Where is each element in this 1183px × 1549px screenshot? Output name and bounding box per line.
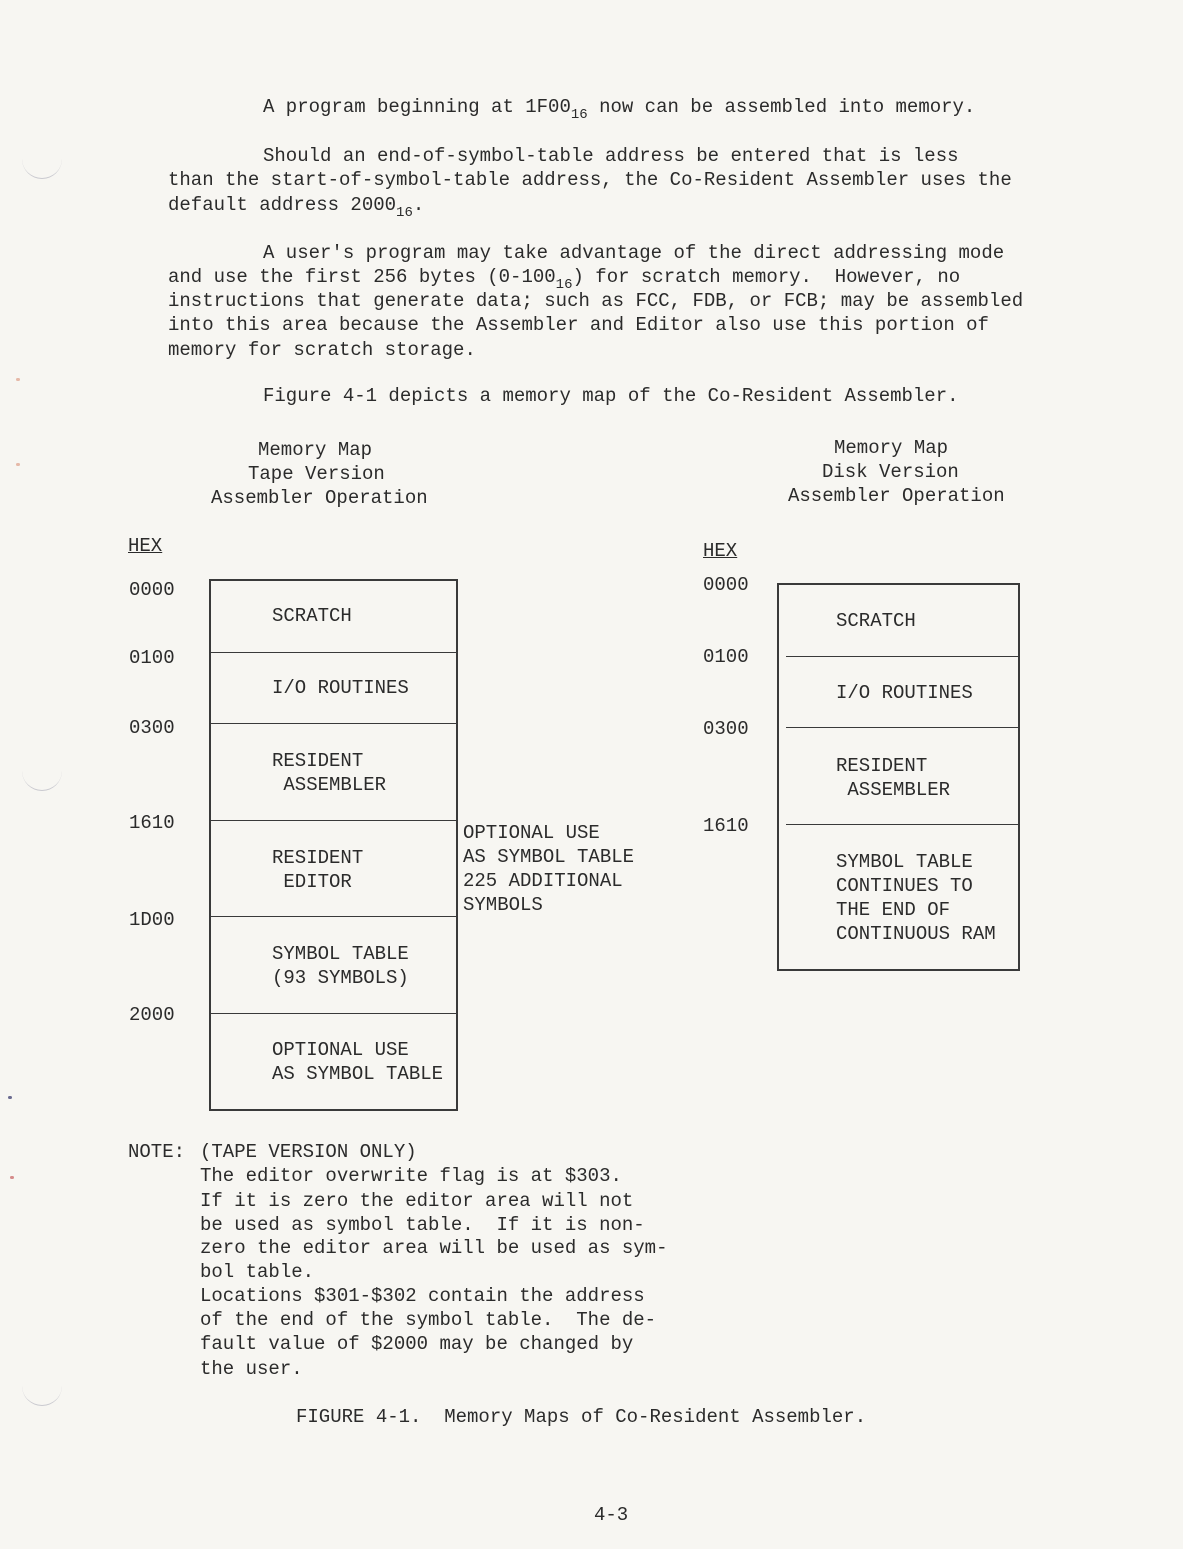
paragraph-3-line: instructions that generate data; such as FCC, FDB, or FCB; may be assembled xyxy=(168,290,1024,312)
note-line: the user. xyxy=(200,1358,303,1380)
tape-hex-label: HEX xyxy=(128,535,163,557)
disk-section-resident-assembler: ASSEMBLER xyxy=(836,779,951,801)
tape-side-note: AS SYMBOL TABLE xyxy=(463,846,635,868)
paragraph-3-line: memory for scratch storage. xyxy=(168,339,476,361)
disk-address: 0300 xyxy=(703,718,749,740)
page-speck xyxy=(16,378,20,381)
paragraph-3-line: A user's program may take advantage of the direct addressing mode xyxy=(263,242,1005,264)
map-divider xyxy=(209,652,458,653)
tape-side-note: 225 ADDITIONAL xyxy=(463,870,623,892)
paragraph-1-text: A program beginning at 1F00 xyxy=(263,96,571,118)
subscript: 16 xyxy=(555,277,573,293)
disk-map-title: Assembler Operation xyxy=(788,485,1005,507)
paragraph-4: Figure 4-1 depicts a memory map of the Co-Resident Assembler. xyxy=(263,385,959,407)
page-speck xyxy=(8,1096,12,1099)
disk-section-symbol-table: THE END OF xyxy=(836,899,951,921)
tape-section-resident-editor: RESIDENT xyxy=(272,847,364,869)
disk-hex-label: HEX xyxy=(703,540,738,562)
disk-section-symbol-table: SYMBOL TABLE xyxy=(836,851,973,873)
map-divider xyxy=(786,656,1020,657)
punch-hole-mark xyxy=(22,760,62,791)
tape-address: 1610 xyxy=(129,812,175,834)
note-line: fault value of $2000 may be changed by xyxy=(200,1333,634,1355)
tape-address: 0000 xyxy=(129,579,175,601)
tape-section-scratch: SCRATCH xyxy=(272,605,352,627)
disk-address: 0000 xyxy=(703,574,749,596)
tape-section-optional-use: OPTIONAL USE xyxy=(272,1039,409,1061)
paragraph-1 xyxy=(263,95,976,123)
tape-section-symbol-table: (93 SYMBOLS) xyxy=(272,967,409,989)
note-line: Locations $301-$302 contain the address xyxy=(200,1285,645,1307)
tape-section-symbol-table: SYMBOL TABLE xyxy=(272,943,409,965)
subscript: 16 xyxy=(396,205,413,221)
note-line: (TAPE VERSION ONLY) xyxy=(200,1141,417,1163)
map-divider xyxy=(209,916,458,917)
tape-side-note: SYMBOLS xyxy=(463,894,543,916)
subscript: 16 xyxy=(570,107,588,123)
paragraph-1-text: now can be assembled into memory. xyxy=(587,96,976,118)
tape-address: 2000 xyxy=(129,1004,175,1026)
note-line: of the end of the symbol table. The de- xyxy=(200,1309,657,1331)
tape-section-resident-editor: EDITOR xyxy=(272,871,352,893)
punch-hole-mark xyxy=(22,1375,62,1406)
page-speck xyxy=(16,463,20,466)
note-line: The editor overwrite flag is at $303. xyxy=(200,1165,622,1187)
disk-map-title: Memory Map xyxy=(834,437,949,459)
disk-section-io-routines: I/O ROUTINES xyxy=(836,682,973,704)
tape-section-optional-use: AS SYMBOL TABLE xyxy=(272,1063,444,1085)
page-number: 4-3 xyxy=(594,1504,629,1526)
tape-section-io-routines: I/O ROUTINES xyxy=(272,677,409,699)
note-line: If it is zero the editor area will not xyxy=(200,1190,634,1212)
note-line: bol table. xyxy=(200,1261,315,1283)
disk-section-symbol-table: CONTINUES TO xyxy=(836,875,973,897)
disk-address: 0100 xyxy=(703,646,749,668)
paragraph-3-text: ) for scratch memory. However, no xyxy=(572,266,961,288)
tape-side-note: OPTIONAL USE xyxy=(463,822,600,844)
note-line: zero the editor area will be used as sym- xyxy=(200,1237,668,1259)
tape-map-title: Tape Version xyxy=(248,463,385,485)
tape-map-title: Assembler Operation xyxy=(211,487,428,509)
paragraph-2-text: default address 2000 xyxy=(168,194,397,216)
tape-address: 0300 xyxy=(129,717,175,739)
tape-address: 1D00 xyxy=(129,909,175,931)
disk-map-title: Disk Version xyxy=(822,461,959,483)
punch-hole-mark xyxy=(22,148,62,179)
note-line: be used as symbol table. If it is non- xyxy=(200,1214,645,1236)
paragraph-2-text: . xyxy=(412,194,425,216)
tape-address: 0100 xyxy=(129,647,175,669)
paragraph-2-line xyxy=(168,193,425,221)
paragraph-3-line xyxy=(168,265,961,293)
figure-caption: FIGURE 4-1. Memory Maps of Co-Resident Assembler. xyxy=(296,1406,867,1428)
page-speck xyxy=(10,1176,14,1179)
tape-section-resident-assembler: ASSEMBLER xyxy=(272,774,387,796)
paragraph-2-line: than the start-of-symbol-table address, the Co-Resident Assembler uses the xyxy=(168,169,1012,191)
disk-section-scratch: SCRATCH xyxy=(836,610,916,632)
map-divider xyxy=(209,723,458,724)
disk-address: 1610 xyxy=(703,815,749,837)
disk-section-resident-assembler: RESIDENT xyxy=(836,755,928,777)
tape-section-resident-assembler: RESIDENT xyxy=(272,750,364,772)
map-divider xyxy=(786,824,1020,825)
tape-map-box xyxy=(209,579,458,1111)
tape-map-title: Memory Map xyxy=(258,439,373,461)
paragraph-3-text: and use the first 256 bytes (0-100 xyxy=(168,266,556,288)
note-label: NOTE: xyxy=(128,1141,186,1163)
paragraph-3-line: into this area because the Assembler and Editor also use this portion of xyxy=(168,314,989,336)
paragraph-2-line: Should an end-of-symbol-table address be entered that is less xyxy=(263,145,959,167)
map-divider xyxy=(786,727,1020,728)
map-divider xyxy=(209,1013,458,1014)
disk-section-symbol-table: CONTINUOUS RAM xyxy=(836,923,996,945)
map-divider xyxy=(209,820,458,821)
